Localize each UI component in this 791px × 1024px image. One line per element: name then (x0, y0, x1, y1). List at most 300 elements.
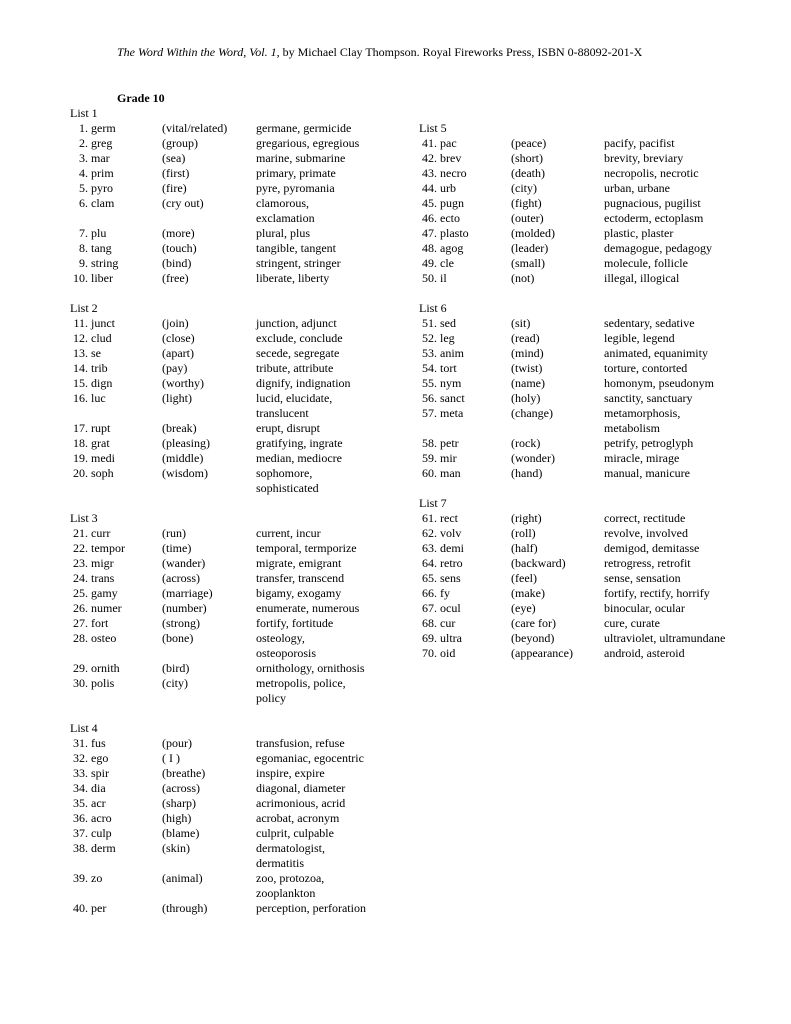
item-root: acr (88, 796, 106, 810)
item-number: 27. (73, 616, 88, 630)
item-words: retrogress, retrofit (604, 556, 691, 570)
word-list (70, 511, 366, 706)
item-number: 19. (73, 451, 88, 465)
item-meaning: (read) (511, 331, 540, 345)
item-root: culp (88, 826, 112, 840)
item-root: volv (437, 526, 462, 540)
item-root: ego (88, 751, 109, 765)
item-meaning: (sharp) (162, 796, 196, 810)
item-root: tempor (88, 541, 125, 555)
list-item (70, 346, 366, 361)
item-meaning: (feel) (511, 571, 537, 585)
item-words: exclude, conclude (256, 331, 343, 345)
list-item (70, 616, 366, 631)
list-item (419, 256, 734, 271)
item-number: 68. (422, 616, 437, 630)
list-item (419, 646, 734, 661)
list-item (419, 391, 734, 406)
item-number: 38. (73, 841, 88, 855)
item-words: current, incur (256, 526, 321, 540)
list-item (419, 436, 734, 451)
item-words: sophomore, sophisticated (256, 466, 319, 495)
item-root: string (88, 256, 119, 270)
item-number: 50. (422, 271, 437, 285)
item-meaning: (fight) (511, 196, 542, 210)
item-root: zo (88, 871, 103, 885)
list-item (419, 166, 734, 181)
item-meaning: (right) (511, 511, 542, 525)
list-item (70, 766, 366, 781)
item-number: 29. (73, 661, 88, 675)
item-number: 36. (73, 811, 88, 825)
item-words: perception, perforation (256, 901, 366, 915)
item-meaning: (hand) (511, 466, 543, 480)
item-meaning: (death) (511, 166, 545, 180)
item-number: 54. (422, 361, 437, 375)
item-meaning: (more) (162, 226, 195, 240)
list-item (70, 586, 366, 601)
item-root: prim (88, 166, 114, 180)
item-root: pyro (88, 181, 113, 195)
list-item (70, 421, 366, 436)
list-item (70, 136, 366, 151)
item-words: demigod, demitasse (604, 541, 700, 555)
list-item (419, 346, 734, 361)
item-root: oid (437, 646, 456, 660)
item-meaning: (pleasing) (162, 436, 210, 450)
list-item (70, 796, 366, 811)
item-root: trans (88, 571, 115, 585)
item-words: secede, segregate (256, 346, 340, 360)
item-number: 15. (73, 376, 88, 390)
item-words: enumerate, numerous (256, 601, 360, 615)
item-words: osteology, osteoporosis (256, 631, 316, 660)
item-meaning: (across) (162, 571, 200, 585)
item-meaning: (animal) (162, 871, 203, 885)
item-root: ecto (437, 211, 460, 225)
list-title: List 2 (70, 301, 98, 315)
item-root: polis (88, 676, 115, 690)
item-meaning: (first) (162, 166, 190, 180)
item-words: torture, contorted (604, 361, 688, 375)
item-number: 28. (73, 631, 88, 645)
item-meaning: (strong) (162, 616, 200, 630)
item-root: mar (88, 151, 110, 165)
item-root: man (437, 466, 461, 480)
item-root: germ (88, 121, 116, 135)
item-words: binocular, ocular (604, 601, 685, 615)
list-item (419, 211, 734, 226)
item-number: 53. (422, 346, 437, 360)
item-words: ectoderm, ectoplasm (604, 211, 704, 225)
list-item (419, 451, 734, 466)
item-number: 63. (422, 541, 437, 555)
item-root: retro (437, 556, 463, 570)
list-item (70, 826, 366, 841)
word-list (70, 106, 366, 286)
item-number: 40. (73, 901, 88, 915)
item-number: 32. (73, 751, 88, 765)
item-words: urban, urbane (604, 181, 670, 195)
item-root: sed (437, 316, 456, 330)
list-item (70, 436, 366, 451)
item-root: demi (437, 541, 464, 555)
item-root: plasto (437, 226, 469, 240)
item-root: rect (437, 511, 458, 525)
item-words: fortify, rectify, horrify (604, 586, 710, 600)
list-item (70, 556, 366, 571)
item-meaning: (breathe) (162, 766, 206, 780)
item-root: fy (437, 586, 450, 600)
list-item (70, 571, 366, 586)
item-meaning: (peace) (511, 136, 547, 150)
item-root: medi (88, 451, 115, 465)
item-root: sanct (437, 391, 465, 405)
item-number: 7. (79, 226, 88, 240)
item-words: illegal, illogical (604, 271, 680, 285)
item-meaning: (eye) (511, 601, 536, 615)
list-item (70, 451, 366, 466)
item-root: per (88, 901, 107, 915)
item-words: pacify, pacifist (604, 136, 675, 150)
item-meaning: (leader) (511, 241, 549, 255)
item-words: cure, curate (604, 616, 660, 630)
list-item (419, 601, 734, 616)
list-item (70, 841, 366, 871)
item-words: erupt, disrupt (256, 421, 320, 435)
book-title: The Word Within the Word, Vol. 1 (117, 45, 277, 59)
item-meaning: (make) (511, 586, 545, 600)
item-meaning: (twist) (511, 361, 543, 375)
item-meaning: (backward) (511, 556, 566, 570)
item-words: migrate, emigrant (256, 556, 342, 570)
item-words: junction, adjunct (256, 316, 337, 330)
word-list (419, 496, 734, 661)
item-number: 70. (422, 646, 437, 660)
item-words: metropolis, police, policy (256, 676, 346, 705)
item-number: 11. (73, 316, 88, 330)
item-words: animated, equanimity (604, 346, 708, 360)
list-item (419, 361, 734, 376)
item-words: tribute, attribute (256, 361, 334, 375)
item-words: revolve, involved (604, 526, 688, 540)
item-number: 51. (422, 316, 437, 330)
right-column (419, 121, 734, 676)
word-list (419, 121, 734, 286)
list-item (70, 631, 366, 661)
item-meaning: (sit) (511, 316, 531, 330)
item-words: diagonal, diameter (256, 781, 346, 795)
item-words: transfer, transcend (256, 571, 345, 585)
item-words: median, mediocre (256, 451, 342, 465)
item-meaning: (city) (162, 676, 188, 690)
list-item (70, 376, 366, 391)
item-root: brev (437, 151, 462, 165)
item-words: plastic, plaster (604, 226, 674, 240)
item-meaning: (number) (162, 601, 207, 615)
item-words: transfusion, refuse (256, 736, 345, 750)
item-meaning: (rock) (511, 436, 541, 450)
item-root: ornith (88, 661, 120, 675)
list-item (70, 466, 366, 496)
left-column (70, 106, 366, 931)
item-root: clam (88, 196, 115, 210)
item-words: dignify, indignation (256, 376, 351, 390)
item-root: derm (88, 841, 116, 855)
item-number: 25. (73, 586, 88, 600)
item-meaning: (free) (162, 271, 189, 285)
item-root: junct (88, 316, 115, 330)
item-number: 58. (422, 436, 437, 450)
item-number: 39. (73, 871, 88, 885)
item-number: 49. (422, 256, 437, 270)
item-number: 64. (422, 556, 437, 570)
item-meaning: (bird) (162, 661, 190, 675)
item-root: ultra (437, 631, 462, 645)
item-words: inspire, expire (256, 766, 325, 780)
item-number: 31. (73, 736, 88, 750)
item-number: 3. (79, 151, 88, 165)
item-root: cle (437, 256, 454, 270)
item-meaning: (small) (511, 256, 545, 270)
item-meaning: (light) (162, 391, 192, 405)
list-item (70, 871, 366, 901)
item-number: 2. (79, 136, 88, 150)
item-number: 57. (422, 406, 437, 420)
item-root: fus (88, 736, 106, 750)
item-root: plu (88, 226, 107, 240)
item-meaning: (group) (162, 136, 198, 150)
item-words: ultraviolet, ultramundane (604, 631, 726, 645)
item-meaning: (touch) (162, 241, 197, 255)
item-words: liberate, liberty (256, 271, 330, 285)
item-meaning: (name) (511, 376, 545, 390)
list-title: List 4 (70, 721, 98, 735)
item-number: 43. (422, 166, 437, 180)
list-item (419, 541, 734, 556)
item-number: 60. (422, 466, 437, 480)
grade-heading: Grade 10 (117, 91, 165, 105)
item-meaning: (join) (162, 316, 189, 330)
item-number: 47. (422, 226, 437, 240)
list-item (70, 166, 366, 181)
item-words: necropolis, necrotic (604, 166, 699, 180)
list-item (419, 586, 734, 601)
list-item (419, 376, 734, 391)
item-meaning: (roll) (511, 526, 536, 540)
item-words: tangible, tangent (256, 241, 336, 255)
item-number: 5. (79, 181, 88, 195)
item-number: 55. (422, 376, 437, 390)
item-root: nym (437, 376, 462, 390)
list-item (70, 121, 366, 136)
item-number: 9. (79, 256, 88, 270)
item-number: 20. (73, 466, 88, 480)
item-number: 42. (422, 151, 437, 165)
item-root: mir (437, 451, 457, 465)
list-item (70, 736, 366, 751)
list-item (70, 331, 366, 346)
item-root: tort (437, 361, 457, 375)
item-root: gamy (88, 586, 118, 600)
list-item (70, 676, 366, 706)
item-root: rupt (88, 421, 111, 435)
item-meaning: (city) (511, 181, 537, 195)
item-root: luc (88, 391, 106, 405)
item-words: acrobat, acronym (256, 811, 340, 825)
item-meaning: (not) (511, 271, 535, 285)
item-number: 34. (73, 781, 88, 795)
item-root: dia (88, 781, 106, 795)
item-meaning: (wander) (162, 556, 206, 570)
item-meaning: (pour) (162, 736, 192, 750)
item-number: 21. (73, 526, 88, 540)
item-words: brevity, breviary (604, 151, 684, 165)
item-meaning: (vital/related) (162, 121, 228, 135)
item-number: 61. (422, 511, 437, 525)
item-meaning: (run) (162, 526, 186, 540)
item-root: curr (88, 526, 111, 540)
list-item (419, 136, 734, 151)
item-meaning: (short) (511, 151, 543, 165)
item-meaning: (half) (511, 541, 538, 555)
item-root: liber (88, 271, 113, 285)
item-meaning: (fire) (162, 181, 187, 195)
list-item (70, 196, 366, 226)
item-words: acrimonious, acrid (256, 796, 346, 810)
item-words: molecule, follicle (604, 256, 688, 270)
item-meaning: (outer) (511, 211, 544, 225)
item-number: 1. (79, 121, 88, 135)
item-root: soph (88, 466, 114, 480)
word-list (70, 301, 366, 496)
item-number: 59. (422, 451, 437, 465)
item-number: 41. (422, 136, 437, 150)
item-words: bigamy, exogamy (256, 586, 342, 600)
list-item (419, 631, 734, 646)
list-title: List 5 (419, 121, 447, 135)
item-number: 66. (422, 586, 437, 600)
item-number: 62. (422, 526, 437, 540)
item-words: manual, manicure (604, 466, 690, 480)
item-number: 26. (73, 601, 88, 615)
item-number: 52. (422, 331, 437, 345)
item-words: pugnacious, pugilist (604, 196, 701, 210)
item-words: legible, legend (604, 331, 675, 345)
list-item (70, 781, 366, 796)
list-item (70, 241, 366, 256)
item-meaning: (middle) (162, 451, 204, 465)
item-meaning: (molded) (511, 226, 555, 240)
item-number: 30. (73, 676, 88, 690)
item-root: acro (88, 811, 112, 825)
item-words: plural, plus (256, 226, 310, 240)
item-root: anim (437, 346, 464, 360)
item-meaning: (close) (162, 331, 195, 345)
item-meaning: (cry out) (162, 196, 204, 210)
item-root: leg (437, 331, 455, 345)
item-root: cur (437, 616, 456, 630)
list-item (70, 601, 366, 616)
item-root: spir (88, 766, 109, 780)
item-number: 14. (73, 361, 88, 375)
item-root: necro (437, 166, 467, 180)
item-words: correct, rectitude (604, 511, 686, 525)
item-meaning: (mind) (511, 346, 544, 360)
item-meaning: (wonder) (511, 451, 555, 465)
list-item (419, 556, 734, 571)
item-number: 35. (73, 796, 88, 810)
item-words: android, asteroid (604, 646, 685, 660)
item-words: ornithology, ornithosis (256, 661, 365, 675)
list-item (419, 271, 734, 286)
list-item (70, 751, 366, 766)
item-words: marine, submarine (256, 151, 346, 165)
item-root: trib (88, 361, 108, 375)
item-root: urb (437, 181, 456, 195)
item-number: 12. (73, 331, 88, 345)
item-words: pyre, pyromania (256, 181, 335, 195)
item-number: 67. (422, 601, 437, 615)
item-meaning: (bind) (162, 256, 192, 270)
list-item (419, 331, 734, 346)
item-root: tang (88, 241, 112, 255)
item-root: il (437, 271, 447, 285)
item-number: 6. (79, 196, 88, 210)
item-words: culprit, culpable (256, 826, 334, 840)
item-meaning: (bone) (162, 631, 194, 645)
item-meaning: (pay) (162, 361, 188, 375)
item-meaning: (break) (162, 421, 197, 435)
list-item (419, 196, 734, 211)
word-list (419, 301, 734, 481)
item-meaning: (wisdom) (162, 466, 208, 480)
item-number: 44. (422, 181, 437, 195)
list-item (70, 256, 366, 271)
item-number: 69. (422, 631, 437, 645)
item-root: numer (88, 601, 122, 615)
item-root: petr (437, 436, 459, 450)
list-item (70, 901, 366, 916)
list-item (419, 406, 734, 436)
item-meaning: (blame) (162, 826, 200, 840)
item-root: pugn (437, 196, 464, 210)
citation-details: , by Michael Clay Thompson. Royal Fireworks Press, ISBN 0-88092-201-X (276, 45, 643, 59)
word-list (70, 721, 366, 916)
item-words: sense, sensation (604, 571, 681, 585)
item-words: gregarious, egregious (256, 136, 360, 150)
item-number: 18. (73, 436, 88, 450)
list-title: List 6 (419, 301, 447, 315)
item-root: ocul (437, 601, 461, 615)
item-words: sedentary, sedative (604, 316, 695, 330)
item-words: gratifying, ingrate (256, 436, 343, 450)
list-item (419, 181, 734, 196)
list-item (70, 316, 366, 331)
item-meaning: (time) (162, 541, 192, 555)
item-meaning: ( I ) (162, 751, 180, 765)
item-root: se (88, 346, 101, 360)
item-words: demagogue, pedagogy (604, 241, 712, 255)
item-root: meta (437, 406, 464, 420)
item-root: greg (88, 136, 113, 150)
item-number: 46. (422, 211, 437, 225)
list-title: List 3 (70, 511, 98, 525)
item-root: pac (437, 136, 457, 150)
item-number: 4. (79, 166, 88, 180)
list-item (70, 271, 366, 286)
item-words: fortify, fortitude (256, 616, 334, 630)
